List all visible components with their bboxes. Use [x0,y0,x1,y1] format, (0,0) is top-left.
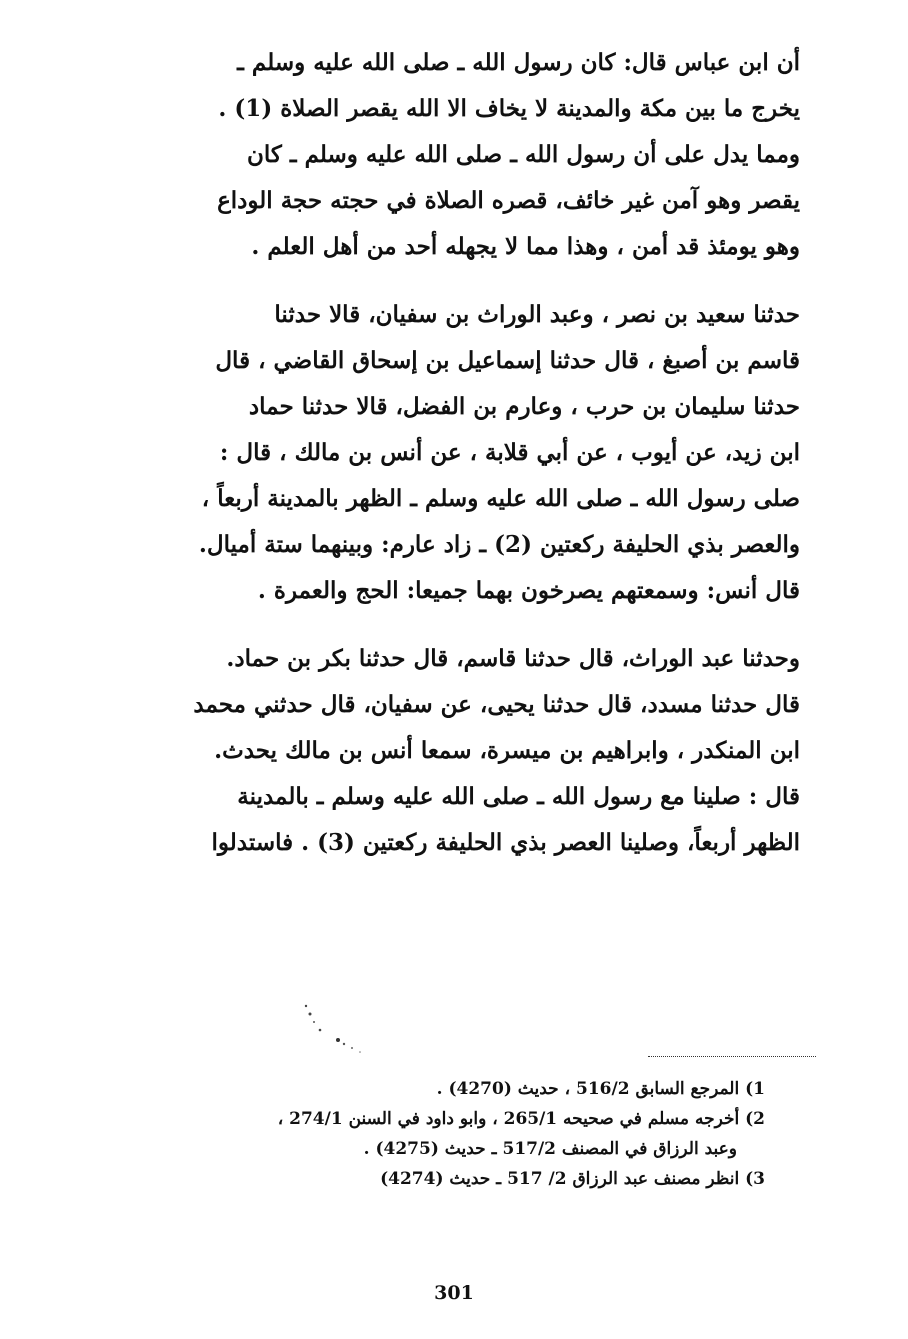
text-line: وحدثنا عبد الوراث، قال حدثنا قاسم، قال حدثنا بكر بن حماد. [226,645,800,672]
text-line: حدثنا سعيد بن نصر ، وعبد الوراث بن سفيان، قالا حدثنا [274,301,800,328]
footnote-1: 1) المرجع السابق 516/2 ، حديث (4270) . [436,1079,765,1099]
text-line: وهو يومئذ قد أمن ، وهذا مما لا يجهله أحد من أهل العلم . [251,233,800,260]
paragraph-gap [150,270,800,292]
text-line: قاسم بن أصبغ ، قال حدثنا إسماعيل بن إسحاق القاضي ، قال [215,347,800,374]
text-line: والعصر بذي الحليفة ركعتين (2) ـ زاد عارم: وبينهما ستة أميال. [198,531,800,558]
text-line: قال حدثنا مسدد، قال حدثنا يحيى، عن سفيان، قال حدثني محمد [193,691,800,718]
footnote-separator [648,1056,816,1057]
text-line: صلى رسول الله ـ صلى الله عليه وسلم ـ الظهر بالمدينة أربعاً ، [201,485,800,512]
footnotes [165,1074,765,1194]
text-line: الظهر أربعاً، وصلينا العصر بذي الحليفة ركعتين (3) . فاستدلوا [211,829,800,856]
text-line: ابن المنكدر ، وابراهيم بن ميسرة، سمعا أنس بن مالك يحدث. [214,737,800,764]
text-line: أن ابن عباس قال: كان رسول الله ـ صلى الله عليه وسلم ـ [237,49,800,76]
text-line: حدثنا سليمان بن حرب ، وعارم بن الفضل، قالا حدثنا حماد [248,393,800,420]
paragraph-2 [150,292,800,614]
footnote-3: 3) انظر مصنف عبد الرزاق 2/ 517 ـ حديث (4274) [380,1169,765,1189]
text-line: قال أنس: وسمعتهم يصرخون بهما جميعا: الحج والعمرة . [257,577,800,604]
text-line: ابن زيد، عن أيوب ، عن أبي قلابة ، عن أنس بن مالك ، قال : [219,439,800,466]
paragraph-3 [150,636,800,866]
scan-speck [298,1000,378,1060]
text-line: يقصر وهو آمن غير خائف، قصره الصلاة في حجته حجة الوداع [217,187,800,214]
paragraph-1 [150,40,800,270]
page-number: 301 [434,1282,474,1304]
footnote-2-continued: وعبد الرزاق في المصنف 517/2 ـ حديث (4275) . [363,1139,737,1159]
text-line: ومما يدل على أن رسول الله ـ صلى الله عليه وسلم ـ كان [247,141,800,168]
main-text-block [150,40,800,866]
text-line: يخرج ما بين مكة والمدينة لا يخاف الا الله يقصر الصلاة (1) . [218,95,800,122]
footnote-2: 2) أخرجه مسلم في صحيحه 265/1 ، وابو داود في السنن 274/1 ، [277,1109,765,1129]
text-line: قال : صلينا مع رسول الله ـ صلى الله عليه وسلم ـ بالمدينة [237,783,800,810]
paragraph-gap [150,614,800,636]
